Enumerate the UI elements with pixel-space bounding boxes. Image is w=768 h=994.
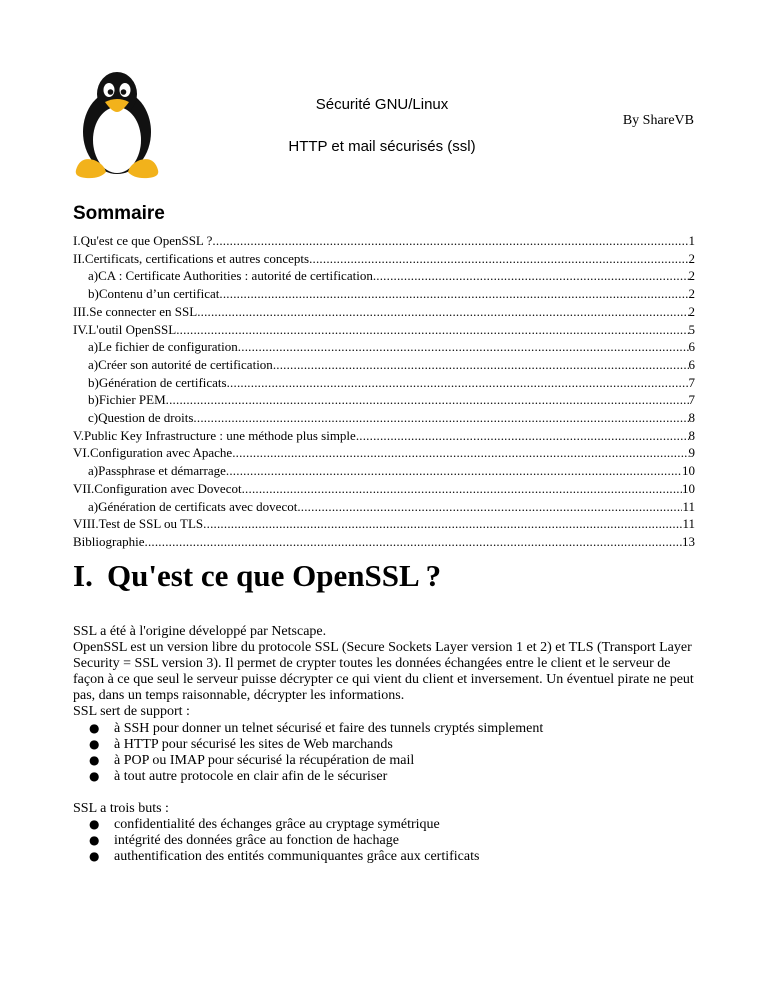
- toc-leader-dots: [193, 409, 688, 427]
- toc-entry[interactable]: [73, 391, 695, 409]
- toc-entry-page: 2: [688, 303, 695, 319]
- toc-entry-page: 7: [688, 392, 695, 408]
- list-item: ● à POP ou IMAP pour sécurisé la récupération de mail: [89, 753, 698, 769]
- toc-leader-dots: [219, 285, 688, 303]
- toc-entry-page: 10: [682, 480, 695, 496]
- toc-entry-label: Bibliographie: [73, 533, 145, 549]
- toc-entry-page: 9: [688, 445, 695, 461]
- toc-entry-page: 8: [688, 410, 695, 426]
- toc-entry[interactable]: [73, 498, 695, 516]
- section-body: [73, 624, 698, 865]
- toc-entry-page: 11: [682, 516, 695, 532]
- toc-entry-label: V.Public Key Infrastructure : une méthode plus simple: [73, 427, 356, 443]
- toc-leader-dots: [227, 374, 689, 392]
- toc-leader-dots: [309, 250, 688, 268]
- toc-leader-dots: [176, 321, 688, 339]
- list-item: ● à SSH pour donner un telnet sécurisé et faire des tunnels cryptés simplement: [89, 721, 698, 737]
- toc-entry-label: a)CA : Certificate Authorities : autorité de certification: [88, 268, 373, 284]
- tux-penguin-logo: [72, 70, 162, 180]
- author-byline: By ShareVB: [622, 113, 694, 128]
- toc-entry-page: 5: [688, 321, 695, 337]
- toc-entry-label: II.Certificats, certifications et autres concepts: [73, 250, 310, 266]
- toc-entry[interactable]: [73, 285, 695, 303]
- toc-leader-dots: [356, 427, 689, 445]
- toc-leader-dots: [297, 498, 682, 516]
- toc-leader-dots: [242, 480, 682, 498]
- toc-entry-label: a)Créer son autorité de certification: [88, 356, 273, 372]
- toc-entry-label: a)Passphrase et démarrage: [88, 463, 226, 479]
- toc-entry-label: b)Contenu d’un certificat: [88, 286, 220, 302]
- toc-entry-label: b)Génération de certificats: [88, 374, 227, 390]
- toc-entry-page: 8: [688, 427, 695, 443]
- toc-entry[interactable]: [73, 427, 695, 445]
- toc-entry[interactable]: [73, 232, 695, 250]
- document-subtitle: HTTP et mail sécurisés (ssl): [288, 138, 476, 155]
- toc-leader-dots: [226, 462, 682, 480]
- section-heading: [73, 558, 441, 594]
- goals-list: [73, 817, 698, 865]
- table-of-contents: [73, 232, 695, 551]
- toc-entry[interactable]: [73, 480, 695, 498]
- toc-leader-dots: [238, 338, 689, 356]
- toc-entry-page: 2: [688, 250, 695, 266]
- document-title: Sécurité GNU/Linux: [315, 96, 449, 113]
- toc-leader-dots: [203, 515, 682, 533]
- toc-entry-label: b)Fichier PEM: [88, 392, 166, 408]
- toc-entry[interactable]: [73, 409, 695, 427]
- toc-entry-page: 13: [682, 533, 695, 549]
- toc-entry-label: VIII.Test de SSL ou TLS: [73, 516, 204, 532]
- paragraph: SSL sert de support :: [73, 704, 190, 720]
- toc-entry[interactable]: [73, 533, 695, 551]
- toc-entry[interactable]: [73, 462, 695, 480]
- toc-entry-page: 1: [688, 233, 695, 248]
- section-number: I.: [73, 558, 93, 593]
- list-item: ● à tout autre protocole en clair afin de le sécuriser: [89, 769, 698, 785]
- paragraph: SSL a trois buts :: [73, 800, 169, 816]
- toc-leader-dots: [145, 533, 683, 551]
- toc-entry-label: VI.Configuration avec Apache: [73, 445, 233, 461]
- toc-entry[interactable]: [73, 250, 695, 268]
- list-item: ● intégrité des données grâce au fonction de hachage: [89, 833, 698, 849]
- toc-entry[interactable]: [73, 321, 695, 339]
- toc-entry[interactable]: [73, 374, 695, 392]
- toc-heading: Sommaire: [73, 203, 165, 224]
- toc-leader-dots: [197, 303, 688, 321]
- toc-entry[interactable]: [73, 267, 695, 285]
- toc-entry-label: I.Qu'est ce que OpenSSL ?: [73, 233, 213, 248]
- toc-entry-page: 7: [688, 374, 695, 390]
- toc-entry-label: a)Le fichier de configuration: [88, 339, 238, 355]
- list-item: ● authentification des entités communiquantes grâce aux certificats: [89, 849, 698, 865]
- toc-leader-dots: [273, 356, 689, 374]
- toc-entry-page: 6: [688, 339, 695, 355]
- toc-entry-label: IV.L'outil OpenSSL: [73, 321, 177, 337]
- support-list: [73, 721, 698, 785]
- toc-entry-label: III.Se connecter en SSL: [73, 303, 198, 319]
- section-title: Qu'est ce que OpenSSL ?: [107, 558, 442, 593]
- toc-entry-page: 6: [688, 356, 695, 372]
- toc-entry-label: VII.Configuration avec Dovecot: [73, 480, 242, 496]
- toc-leader-dots: [212, 232, 688, 250]
- toc-leader-dots: [373, 267, 689, 285]
- list-item: ● confidentialité des échanges grâce au cryptage symétrique: [89, 817, 698, 833]
- toc-entry[interactable]: [73, 303, 695, 321]
- toc-leader-dots: [232, 444, 688, 462]
- list-item: ● à HTTP pour sécurisé les sites de Web marchands: [89, 737, 698, 753]
- paragraph: SSL a été à l'origine développé par Netscape.: [73, 624, 327, 639]
- toc-entry-page: 11: [682, 498, 695, 514]
- toc-entry[interactable]: [73, 444, 695, 462]
- paragraph: OpenSSL est un version libre du protocole SSL (Secure Sockets Layer version 1 et 2) et TLS (Transport Layer Security = SSL version 3). Il permet de crypter toutes les données échangées entre le client et le serveur de façon à ce que seul le serveur puisse décrypter ce qui vient du client et inversement. Un éventuel pirate ne peut pas, dans un temps raisonnable, décrypter les informations.: [73, 640, 694, 704]
- toc-entry-page: 2: [688, 268, 695, 284]
- toc-entry-page: 2: [688, 286, 695, 302]
- toc-entry[interactable]: [73, 356, 695, 374]
- toc-entry-label: c)Question de droits: [88, 410, 194, 426]
- toc-entry[interactable]: [73, 338, 695, 356]
- toc-entry-page: 10: [682, 463, 695, 479]
- toc-entry-label: a)Génération de certificats avec dovecot: [88, 498, 298, 514]
- toc-entry[interactable]: [73, 515, 695, 533]
- toc-leader-dots: [166, 391, 689, 409]
